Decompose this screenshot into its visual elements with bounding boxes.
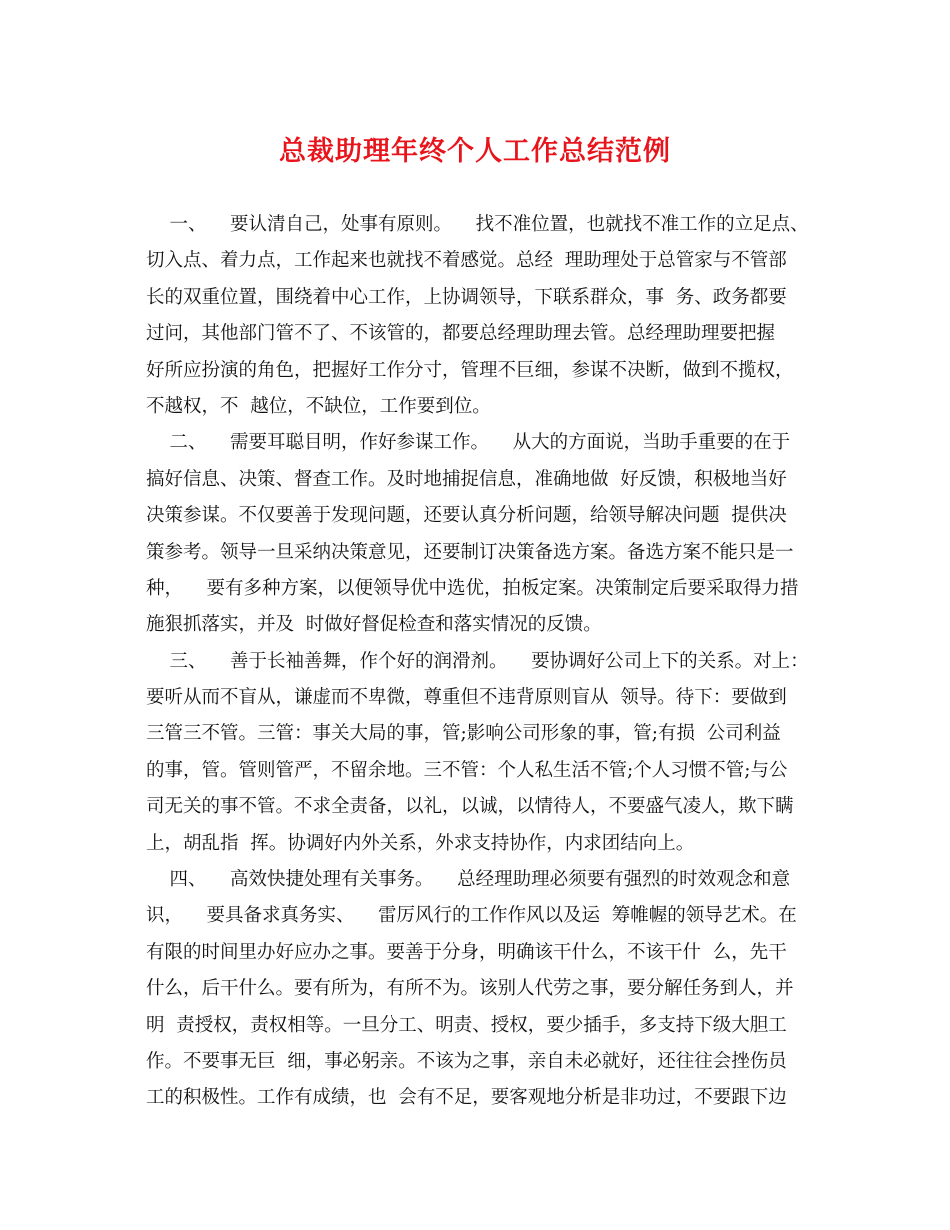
text-line: 的事，管。管则管严，不留余地。三不管：个人私生活不管;个人习惯不管;与公 — [146, 759, 788, 781]
text-line: 二、 需要耳聪目明，作好参谋工作。 从大的方面说，当助手重要的在于 — [146, 432, 791, 454]
text-line: 作。不要事无巨 细，事必躬亲。不该为之事，亲自未必就好，还往往会挫伤员 — [146, 1050, 787, 1072]
text-line: 施狠抓落实，并及 时做好督促检查和落实情况的反馈。 — [146, 614, 602, 636]
text-line: 明 责授权，责权相等。一旦分工、明责、授权，要少插手，多支持下级大胆工 — [146, 1014, 787, 1036]
text-line: 要听从而不盲从，谦虚而不卑微，尊重但不违背原则盲从 领导。待下：要做到 — [146, 687, 787, 709]
text-line: 长的双重位置，围绕着中心工作，上协调领导，下联系群众，事 务、政务都要 — [146, 286, 787, 308]
text-line: 一、 要认清自己，处事有原则。 找不准位置，也就找不准工作的立足点、 — [146, 214, 809, 235]
text-line: 搞好信息、决策、督查工作。及时地捕捉信息，准确地做 好反馈，积极地当好 — [146, 468, 787, 490]
text-line: 策参考。领导一旦采纳决策意见，还要制订决策备选方案。备选方案不能只是一 — [146, 541, 794, 563]
text-line: 三、 善于长袖善舞，作个好的润滑剂。 要协调好公司上下的关系。对上： — [146, 650, 809, 672]
text-line: 种， 要有多种方案，以便领导优中选优，拍板定案。决策制定后要采取得力措 — [146, 577, 799, 599]
text-line: 识， 要具备求真务实、 雷厉风行的工作作风以及运 筹帷幄的领导艺术。在 — [146, 905, 797, 927]
text-line: 好所应扮演的角色，把握好工作分寸，管理不巨细，参谋不决断，做到不揽权， — [146, 359, 794, 381]
text-line: 三管三不管。三管：事关大局的事，管;影响公司形象的事，管;有损 公司利益 — [146, 723, 781, 745]
text-line: 有限的时间里办好应办之事。要善于分身，明确该干什么，不该干什 么，先干 — [146, 941, 787, 963]
text-line: 上，胡乱指 挥。协调好内外关系，外求支持协作，内求团结向上。 — [146, 832, 695, 854]
text-line: 决策参谋。不仅要善于发现问题，还要认真分析问题，给领导解决问题 提供决 — [146, 505, 787, 527]
document-body — [146, 207, 809, 1117]
text-line: 切入点、着力点，工作起来也就找不着感觉。总经 理助理处于总管家与不管部 — [146, 250, 787, 272]
text-line: 四、 高效快捷处理有关事务。 总经理助理必须要有强烈的时效观念和意 — [146, 869, 791, 891]
text-line: 什么，后干什么。要有所为，有所不为。该别人代劳之事，要分解任务到人，并 — [146, 978, 794, 1000]
text-line: 工的积极性。工作有成绩，也 会有不足，要客观地分析是非功过，不要跟下边 — [146, 1087, 787, 1109]
text-line: 司无关的事不管。不求全责备，以礼，以诚，以情待人，不要盛气凌人，欺下瞒 — [146, 796, 794, 818]
text-line: 过问，其他部门管不了、不该管的，都要总经理助理去管。总经理助理要把握 — [146, 323, 776, 345]
document-title: 总裁助理年终个人工作总结范例 — [279, 136, 671, 167]
text-line: 不越权，不 越位，不缺位，工作要到位。 — [146, 395, 491, 417]
